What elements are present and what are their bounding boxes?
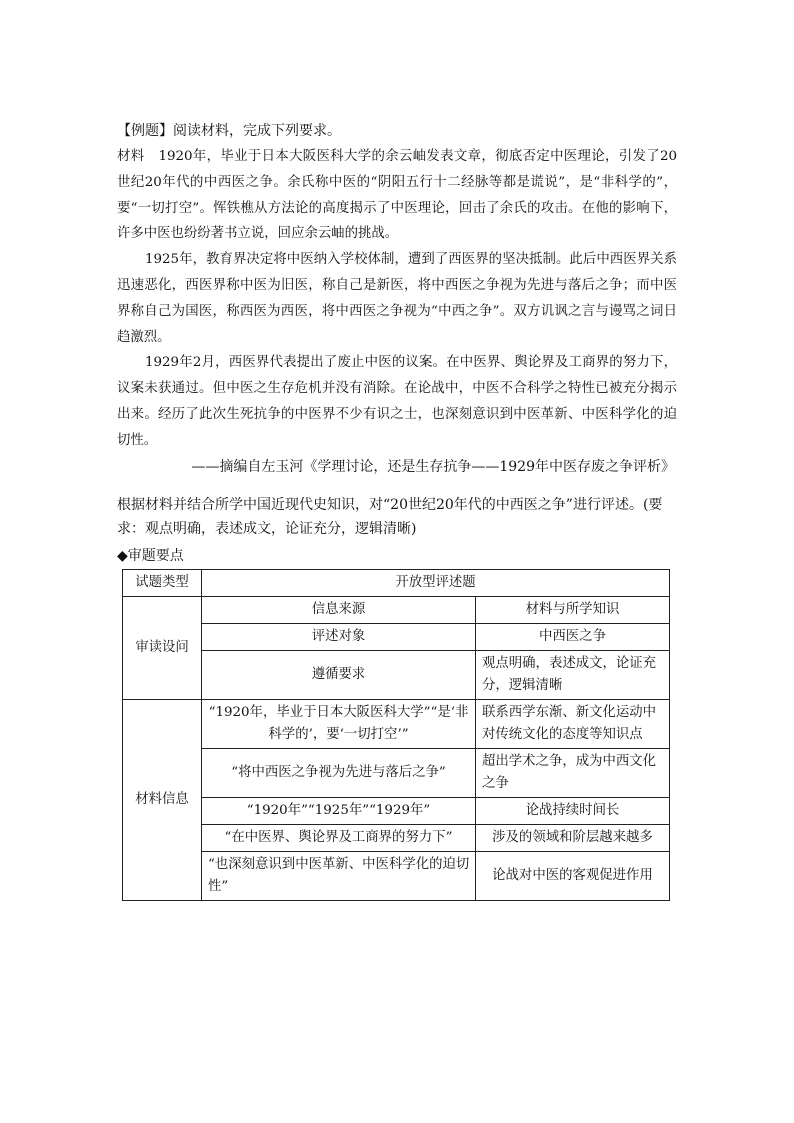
table-row — [123, 748, 670, 797]
material-paragraph-1: 材料 1920年，毕业于日本大阪医科大学的余云岫发表文章，彻底否定中医理论，引发了20世纪20年代的中西医之争。余氏称中医的“阴阳五行十二经脉等都是谎说”，是“非科学的”，要“一切打空”。恽铁樵从方法论的高度揭示了中医理论，回击了余氏的攻击。在他的影响下，许多中医也纷纷著书立说，回应余云岫的挑战。 — [117, 149, 678, 242]
example-heading — [117, 118, 677, 144]
table-row — [123, 699, 670, 748]
table-cell: 联系西学东渐、新文化运动中对传统文化的态度等知识点 — [476, 699, 670, 748]
table-cell: 观点明确，表述成文，论证充分，逻辑清晰 — [476, 650, 670, 699]
analysis-table — [122, 569, 670, 901]
table-cell: 中西医之争 — [476, 623, 670, 650]
table-cell: 试题类型 — [123, 569, 202, 596]
material-label: 材料 — [117, 149, 145, 164]
table-cell: 论战对中医的客观促进作用 — [476, 851, 670, 900]
table-cell: 审读设问 — [123, 596, 202, 699]
table-row — [123, 596, 670, 623]
table-cell: 遵循要求 — [202, 650, 476, 699]
table-cell: 超出学术之争，成为中西文化之争 — [476, 748, 670, 797]
table-row — [123, 569, 670, 596]
material-source: ——摘编自左玉河《学理讨论，还是生存抗争——1929年中医存废之争评析》 — [191, 458, 675, 475]
question-text: 根据材料并结合所学中国近现代史知识，对“20世纪20年代的中西医之争”进行评述。(要求：观点明确，表述成文，论证充分，逻辑清晰) — [117, 496, 663, 537]
table-row — [123, 650, 670, 699]
table-cell: “在中医界、舆论界及工商界的努力下” — [202, 824, 476, 851]
example-tag: 【例题】 — [117, 123, 173, 139]
table-cell: 论战持续时间长 — [476, 797, 670, 824]
table-cell: 涉及的领域和阶层越来越多 — [476, 824, 670, 851]
table-cell: “将中西医之争视为先进与落后之争” — [202, 748, 476, 797]
table-cell: 材料与所学知识 — [476, 596, 670, 623]
table-cell: 信息来源 — [202, 596, 476, 623]
section-title: ◆审题要点 — [117, 547, 184, 564]
table-cell: 材料信息 — [123, 699, 202, 900]
table-cell: “1920年”“1925年”“1929年” — [202, 797, 476, 824]
table-cell: “也深刻意识到中医革新、中医科学化的迫切性” — [202, 851, 476, 900]
table-row — [123, 824, 670, 851]
document-page — [117, 118, 677, 901]
table-row — [123, 797, 670, 824]
table-row — [123, 623, 670, 650]
material-paragraph-2: 1925年，教育界决定将中医纳入学校体制，遭到了西医界的坚决抵制。此后中西医界关系迅速恶化，西医界称中医为旧医，称自己是新医，将中西医之争视为先进与落后之争；而中医界称自己为国医，称西医为西医，将中西医之争视为“中西之争”。双方讥讽之言与谩骂之词日趋激烈。 — [117, 252, 677, 345]
table-cell: 开放型评述题 — [202, 569, 670, 596]
table-cell: 评述对象 — [202, 623, 476, 650]
table-row — [123, 851, 670, 900]
example-prompt: 阅读材料，完成下列要求。 — [173, 123, 341, 139]
table-cell: “1920年，毕业于日本大阪医科大学”“是‘非科学的’，要‘一切打空’” — [202, 699, 476, 748]
material-paragraph-3: 1929年2月，西医界代表提出了废止中医的议案。在中医界、舆论界及工商界的努力下，议案未获通过。但中医之生存危机并没有消除。在论战中，中医不合科学之特性已被充分揭示出来。经历了此次生死抗争的中医界不少有识之士，也深刻意识到中医革新、中医科学化的迫切性。 — [117, 355, 677, 448]
